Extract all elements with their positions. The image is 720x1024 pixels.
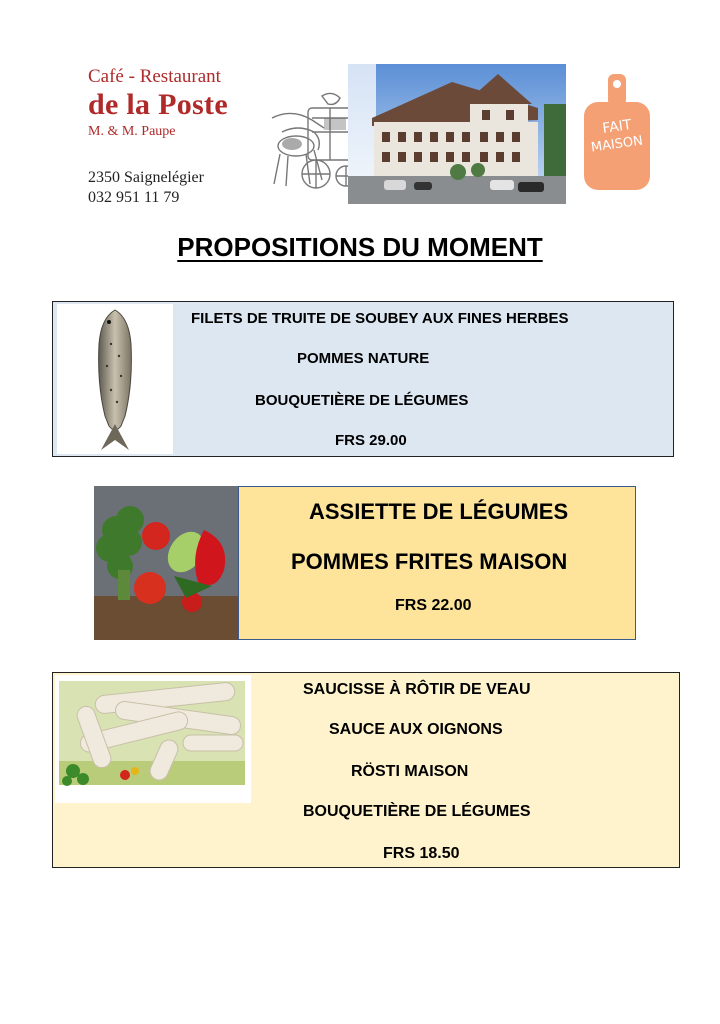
restaurant-logo <box>88 66 228 142</box>
address-city: 2350 Saignelégier <box>88 169 204 186</box>
hotel-photo-image <box>348 64 566 204</box>
trout-fish-image <box>57 304 173 454</box>
phone-number: 032 951 11 79 <box>88 189 180 206</box>
menu-item-line: BOUQUETIÈRE DE LÉGUMES <box>303 803 531 820</box>
menu-card-sausage <box>52 672 680 868</box>
menu-card-trout <box>52 301 674 457</box>
menu-item-line: BOUQUETIÈRE DE LÉGUMES <box>255 392 469 409</box>
menu-item-line: RÖSTI MAISON <box>351 763 469 780</box>
menu-item-price: FRS 22.00 <box>395 597 472 614</box>
menu-item-line: POMMES FRITES MAISON <box>291 549 568 574</box>
trout-image-cell <box>57 304 173 454</box>
badge-text-maison: MAISON <box>590 133 644 156</box>
address-block <box>88 168 204 208</box>
logo-subtitle: Café - Restaurant <box>88 66 221 87</box>
sausage-photo-image <box>55 675 251 803</box>
menu-item-line: ASSIETTE DE LÉGUMES <box>309 499 569 524</box>
menu-item-line: POMMES NATURE <box>297 350 430 367</box>
menu-item-line: FILETS DE TRUITE DE SOUBEY AUX FINES HERBES <box>191 310 569 327</box>
badge-text-fait: FAIT <box>601 117 633 137</box>
menu-card-vegetables <box>238 486 636 640</box>
menu-item-price: FRS 18.50 <box>383 845 460 862</box>
menu-item-line: SAUCE AUX OIGNONS <box>329 721 503 738</box>
logo-title: de la Poste <box>88 88 228 121</box>
logo-owners: M. & M. Paupe <box>88 124 176 139</box>
menu-item-line: SAUCISSE À RÔTIR DE VEAU <box>303 681 531 698</box>
badge-text <box>582 118 652 154</box>
page-title-text: PROPOSITIONS DU MOMENT <box>177 232 543 262</box>
menu-item-price: FRS 29.00 <box>335 432 407 449</box>
page-title <box>0 232 720 263</box>
vegetables-photo-image <box>94 486 240 640</box>
sausage-image-cell <box>55 675 251 803</box>
stagecoach-sketch-image <box>262 88 358 204</box>
